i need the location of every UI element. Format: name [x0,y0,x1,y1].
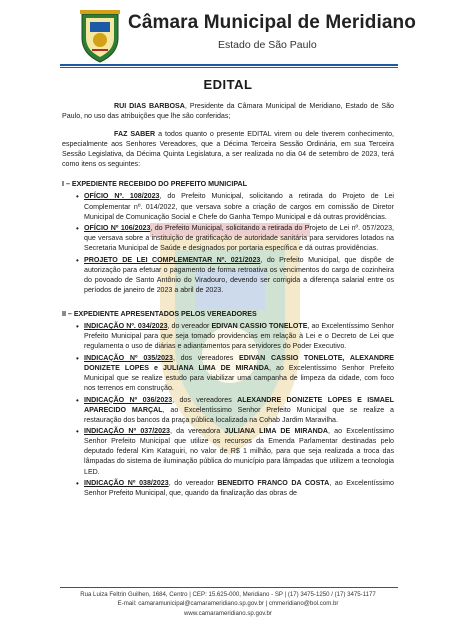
footer-website: www.camarameridiano.sp.gov.br [184,609,272,617]
intro-paragraph-1-text: , Presidente da Câmara Municipal de Meridiano, Estado de São Paulo, no uso das atribuições que lhe são conferidas; [62,102,394,121]
item-author: EDIVAN CASSIO TONELOTE, ALEXANDRE DONIZETE LOPES e JULIANA LIMA DE MIRANDA [84,353,394,372]
header-divider-accent [60,67,398,68]
footer-address: Rua Luiza Feltrin Guilhen, 1684, Centro | CEP: 15.625-000, Meridiano - SP | (17) 3475-1250 / (17) 3475-1177 [80,591,376,598]
list-item [76,223,394,253]
faz-saber-lead: FAZ SABER [114,130,156,139]
state-name: Estado de São Paulo [218,39,317,51]
item-author: BENEDITO FRANCO DA COSTA [217,479,330,488]
intro-paragraph-2-text: a todos quanto o presente EDITAL virem ou dele tiverem conhecimento, especialmente aos Senhores Vereadores, que a Décima Terceira Sessão Ordinária, em sua Terceira Sessão Legislativa, da Décima Quinta Legislatura, a ser realizada no dia 04 de setembro de 2023, terá como itens os seguintes: [62,130,395,169]
header-divider [60,64,398,66]
item-pre: , dos vereadores [172,395,238,404]
item-author: JULIANA LIMA DE MIRANDA [224,427,328,436]
intro-paragraph-2 [62,129,394,169]
item-reference: INDICAÇÃO Nº. 034/2023 [84,322,168,331]
list-item [76,353,394,393]
chamber-name: Câmara Municipal de Meridiano [128,12,416,33]
item-pre: , dos vereadores [172,353,240,362]
document-title: EDITAL [203,77,253,92]
item-text: , ao Excelentíssimo Senhor Prefeito Municipal, que, quando da finalização das obras de [84,479,394,498]
list-item [76,321,394,351]
section-2-list [76,321,394,498]
footer-email: E-mail: camaramunicipal@camarameridiano.sp.gov.br | cmmeridiano@bol.com.br [117,600,339,608]
intro-paragraph-1 [62,101,394,121]
municipal-crest-icon [78,8,122,64]
item-text: , do Prefeito Municipal, que dispõe de autorização para efetuar o pagamento de forma retroativa os vencimentos do cargo de cozinheira do povoado de Santo Antônio do Viradouro, devendo ser corrigida a diferença salarial entre os períodos de janeiro de 2023 a abril de 2023. [84,255,395,294]
item-reference: PROJETO DE LEI COMPLEMENTAR Nº. 021/2023 [84,255,261,264]
section-1-list [76,191,394,295]
item-text: , do Prefeito Municipal, solicitando a retirada do Projeto de Lei Complementar nº. 014/2022, que versava sobre a criação de cargos em comissão de Diretor Municipal de Comunicação Social e Chefe do Ganha Tempo Municipal e dá outras providências. [84,192,394,221]
item-reference: INDICAÇÃO Nº 038/2023 [84,479,169,488]
list-item [76,426,394,476]
item-pre: , da vereadora [169,427,225,436]
item-reference: OFÍCIO Nº 106/2023 [84,224,151,233]
item-author: ALEXANDRE DONIZETE LOPES E ISMAEL APARECIDO MARÇAL [84,395,394,414]
item-text: , ao Excelentíssimo Senhor Prefeito Municipal para que seja tomado providencias em relação à Lei e o Decreto de Lei que regulamenta o uso de diárias e adiantamentos para servidores do Poder Executivo. [84,322,394,351]
section-1-heading: I – EXPEDIENTE RECEBIDO DO PREFEITO MUNICIPAL [62,180,247,189]
president-name: RUI DIAS BARBOSA [114,102,185,110]
item-author: EDIVAN CASSIO TONELOTE [211,322,308,331]
item-text: , ao Excelentíssimo Senhor Prefeito Municipal que se realize estudo para viabilizar uma campanha de limpeza da cidade, com foco nos terrenos em construção. [84,363,394,392]
section-2-heading: II – EXPEDIENTE APRESENTADOS PELOS VEREADORES [62,310,257,319]
item-pre: , do vereador [168,479,218,488]
item-text: , ao Excelentíssimo Senhor Prefeito Municipal que se realize a restauração dos bancos da praça pública localizada na Cohab Jardim Maravilha. [84,405,394,424]
item-text: , ao Excelentíssimo Senhor Prefeito Municipal que utilize os recursos da Emenda Parlamentar destinadas pelo deputado federal Kim Kataguiri, no valor de R$ 1 milhão, para que seja realizada a troca das lâmpadas do sistema de iluminação pública do município para lâmpadas que utilizem a tecnologia LED. [84,427,394,476]
list-item [76,478,394,498]
footer [0,590,456,618]
document-body [62,101,394,500]
item-pre: , do vereador [167,322,212,331]
letterhead [0,0,456,68]
list-item [76,255,394,295]
item-reference: INDICAÇÃO Nº 037/2023 [84,427,170,436]
list-item [76,395,394,425]
footer-divider [60,587,398,588]
list-item [76,191,394,221]
item-reference: OFÍCIO Nº. 108/2023 [84,192,160,201]
item-reference: INDICAÇÃO Nº 035/2023 [84,353,173,362]
item-text: , do Prefeito Municipal, solicitando a retirada do Projeto de Lei nº. 057/2023, que versava sobre a instituição de gratificação de autoridade sanitária para servidores lotados na Secretaria Municipal de Saúde e designados por portaria específica e dá outras providências. [84,224,394,253]
item-reference: INDICAÇÃO Nº 036/2023 [84,395,173,404]
